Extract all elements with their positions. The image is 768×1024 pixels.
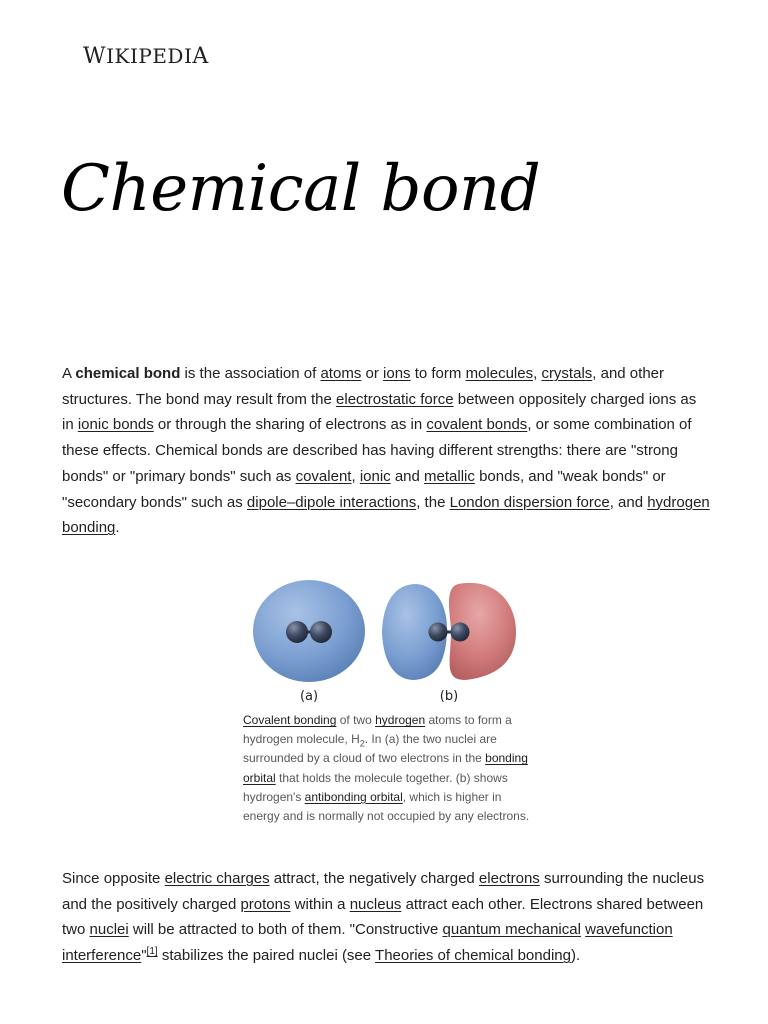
text: of two <box>336 713 376 727</box>
text: stabilizes the paired nuclei (see <box>157 947 376 965</box>
text: attract, the negatively charged <box>269 870 479 887</box>
text: within a <box>290 895 350 913</box>
link-ionic[interactable]: ionic <box>359 467 391 485</box>
link-electrostatic-force[interactable]: electrostatic force <box>336 390 454 408</box>
text: A <box>62 365 76 382</box>
text: , and other structures. The bond may result from the <box>62 365 664 408</box>
text: Since opposite <box>62 870 165 887</box>
text: ). <box>570 947 581 965</box>
orbital-figure[interactable] <box>243 578 533 708</box>
reference-link[interactable]: [1] <box>146 946 158 958</box>
antibonding-orbital <box>382 583 516 680</box>
link-electrons[interactable]: electrons <box>478 870 540 887</box>
text: and <box>390 467 425 485</box>
link-covalent-bonding[interactable]: Covalent bonding <box>243 713 337 727</box>
bold-term: chemical bond <box>75 365 181 382</box>
link-dipole-dipole[interactable]: dipole–dipole interactions <box>246 493 417 511</box>
text: between oppositely charged ions as in <box>62 390 697 434</box>
link-london-dispersion[interactable]: London dispersion force <box>449 493 610 511</box>
link-ions[interactable]: ions <box>383 365 411 382</box>
text: atoms to form a hydrogen molecule, H <box>243 713 512 747</box>
link-hydrogen-bonding[interactable]: hydrogen bonding <box>62 493 710 537</box>
figure-caption <box>243 711 533 826</box>
link-theories-of-chemical-bonding[interactable]: Theories of chemical bonding <box>375 947 571 965</box>
text: or through the sharing of electrons as in <box>153 416 427 434</box>
link-quantum-mechanical[interactable]: quantum mechanical <box>442 921 581 939</box>
orbital-image <box>243 578 533 708</box>
link-nuclei[interactable]: nuclei <box>89 921 129 939</box>
link-metallic[interactable]: metallic <box>424 467 475 485</box>
link-hydrogen[interactable]: hydrogen <box>375 713 426 727</box>
link-antibonding-orbital[interactable]: antibonding orbital <box>304 789 403 804</box>
page-title: Chemical bond <box>61 152 541 226</box>
text: , which is higher in energy and is normally not occupied by any electrons. <box>243 789 530 824</box>
text: bonds, and "weak bonds" or "secondary bonds" such as <box>62 467 666 511</box>
link-covalent[interactable]: covalent <box>295 467 352 485</box>
link-bonding-orbital[interactable]: bonding orbital <box>243 751 528 785</box>
subscript: 2 <box>359 738 365 749</box>
link-protons[interactable]: protons <box>240 895 291 913</box>
link-interference[interactable]: interference <box>62 947 142 965</box>
link-covalent-bonds[interactable]: covalent bonds <box>426 416 528 434</box>
label-a: (a) <box>299 689 319 704</box>
intro-paragraph <box>62 361 712 541</box>
link-wavefunction[interactable]: wavefunction <box>585 921 673 939</box>
text: will be attracted to both of them. "Constructive <box>128 921 443 939</box>
bonding-orbital <box>253 580 365 682</box>
text: " <box>141 947 147 965</box>
link-electric-charges[interactable]: electric charges <box>164 870 270 887</box>
text: attract each other. Electrons shared between two <box>62 895 704 939</box>
text: , <box>351 467 360 485</box>
label-b: (b) <box>439 689 459 704</box>
link-crystals[interactable]: crystals <box>541 365 593 382</box>
text: , and <box>609 493 648 511</box>
text: . In (a) the two nuclei are surrounded by a cloud of two electrons in the <box>243 732 497 766</box>
wordmark-w: W <box>83 44 107 69</box>
body-paragraph <box>62 866 712 969</box>
link-atoms[interactable]: atoms <box>320 365 362 382</box>
text: that holds the molecule together. (b) shows hydrogen's <box>243 770 508 804</box>
wordmark-middle: IKIPEDI <box>106 44 193 68</box>
link-nucleus[interactable]: nucleus <box>349 895 402 913</box>
link-molecules[interactable]: molecules <box>465 365 534 382</box>
wordmark-a: A <box>192 44 209 69</box>
link-ionic-bonds[interactable]: ionic bonds <box>77 416 154 434</box>
text: to form <box>410 365 466 382</box>
text: , <box>533 365 542 382</box>
text: , the <box>416 493 450 511</box>
text: surrounding the nucleus and the positively charged <box>62 870 705 913</box>
text: . <box>115 519 120 537</box>
text: or <box>361 365 384 382</box>
text: is the association of <box>180 365 321 382</box>
wikipedia-wordmark[interactable] <box>83 44 209 69</box>
text: , or some combination of these effects. Chemical bonds are described has having different strengths: there are "strong bonds" or "primary bonds" such as <box>62 416 692 485</box>
